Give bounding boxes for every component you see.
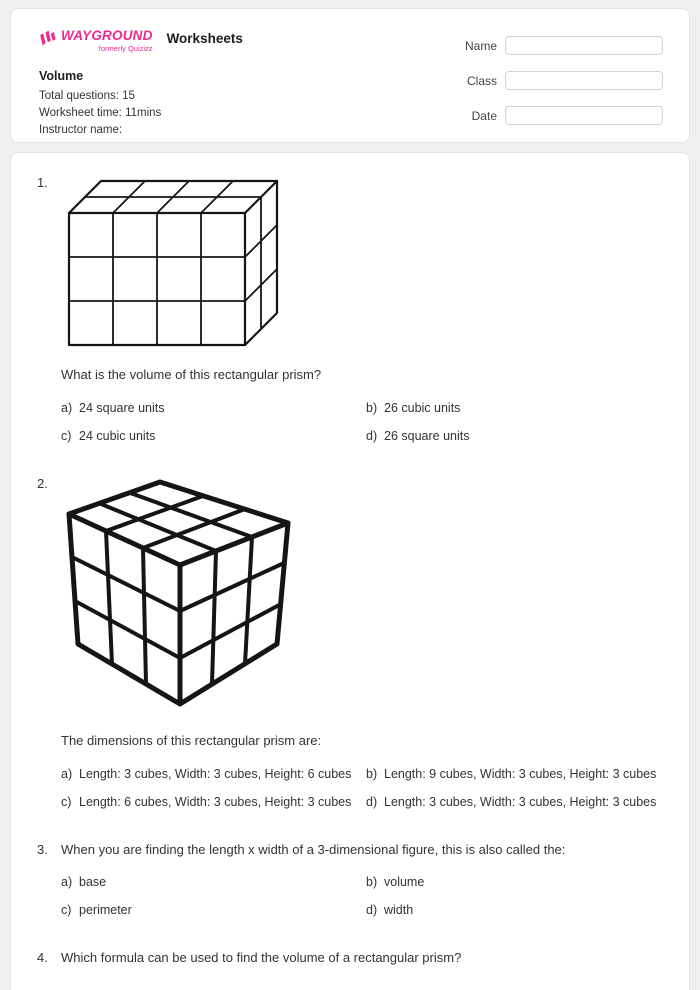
question-1-text: What is the volume of this rectangular prism?: [61, 367, 322, 382]
header-card: [10, 8, 690, 143]
question-1: [37, 175, 663, 444]
q3-option-d: [366, 903, 663, 918]
cube-image: [59, 471, 663, 718]
meta-total-questions: Total questions: 15: [39, 90, 135, 102]
wayground-logo: [39, 29, 153, 54]
option-label: a): [61, 767, 73, 781]
option-label: d): [366, 795, 378, 809]
question-2: [37, 476, 663, 810]
option-text: perimeter: [79, 903, 132, 917]
option-label: b): [366, 875, 378, 889]
question-3-text: When you are finding the length x width of a 3-dimensional figure, this is also called the:: [61, 842, 566, 857]
option-text: Length: 3 cubes, Width: 3 cubes, Height: 3 cubes: [384, 795, 657, 809]
option-label: b): [366, 401, 378, 415]
option-text: 24 cubic units: [79, 429, 156, 443]
option-text: width: [384, 903, 414, 917]
class-label: Class: [466, 73, 497, 88]
worksheet-title: Volume: [39, 69, 84, 83]
question-4-text: Which formula can be used to find the volume of a rectangular prism?: [61, 950, 462, 965]
header-left: [39, 28, 243, 136]
option-text: Length: 3 cubes, Width: 3 cubes, Height: 6 cubes: [79, 767, 352, 781]
questions-card: [10, 152, 690, 990]
option-label: c): [61, 429, 72, 443]
meta-worksheet-time: Worksheet time: 11mins: [39, 107, 162, 119]
q1-option-b: [366, 401, 663, 416]
q3-option-b: [366, 875, 663, 890]
q2-option-d: [366, 795, 663, 810]
option-label: d): [366, 429, 378, 443]
question-1-options: [61, 401, 663, 444]
option-label: d): [366, 903, 378, 917]
class-field-row: [441, 71, 663, 90]
q1-option-a: [61, 401, 366, 416]
question-4-number: 4.: [37, 950, 48, 965]
question-3-options: [61, 875, 663, 918]
q3-option-c: [61, 903, 366, 918]
option-label: c): [61, 795, 72, 809]
date-field-row: [441, 106, 663, 125]
q2-option-c: [61, 795, 366, 810]
q1-option-c: [61, 429, 366, 444]
name-input[interactable]: [505, 36, 663, 55]
option-label: c): [61, 903, 72, 917]
question-3-number: 3.: [37, 842, 48, 857]
question-2-options: [61, 767, 663, 810]
brand-text: [61, 29, 153, 54]
option-text: base: [79, 875, 107, 889]
q2-option-b: [366, 767, 663, 782]
option-label: a): [61, 401, 73, 415]
question-1-number: 1.: [37, 175, 48, 190]
name-label: Name: [464, 38, 497, 53]
option-text: 24 square units: [79, 401, 165, 415]
wayground-logo-icon: [39, 30, 58, 51]
question-2-text: The dimensions of this rectangular prism are:: [61, 733, 322, 748]
q2-option-a: [61, 767, 366, 782]
q1-option-d: [366, 429, 663, 444]
date-input[interactable]: [505, 106, 663, 125]
option-text: Length: 9 cubes, Width: 3 cubes, Height: 3 cubes: [384, 767, 657, 781]
product-title: Worksheets: [166, 31, 243, 46]
option-text: Length: 6 cubes, Width: 3 cubes, Height: 3 cubes: [79, 795, 352, 809]
student-fields: [441, 36, 663, 124]
question-4: [37, 950, 663, 983]
prism-image: [66, 175, 663, 352]
option-text: 26 cubic units: [384, 401, 461, 415]
worksheet-meta: [39, 88, 243, 139]
option-text: 26 square units: [384, 429, 470, 443]
class-input[interactable]: [505, 71, 663, 90]
q3-option-a: [61, 875, 366, 890]
name-field-row: [441, 36, 663, 55]
brand-name: WAYGROUND: [61, 28, 153, 43]
brand-tagline: formerly Quizizz: [98, 44, 153, 53]
question-3: [37, 842, 663, 918]
option-label: b): [366, 767, 378, 781]
question-2-number: 2.: [37, 476, 48, 491]
option-label: a): [61, 875, 73, 889]
date-label: Date: [471, 108, 497, 123]
logo-row: [39, 29, 243, 54]
option-text: volume: [384, 875, 425, 889]
meta-instructor-name: Instructor name:: [39, 124, 123, 136]
